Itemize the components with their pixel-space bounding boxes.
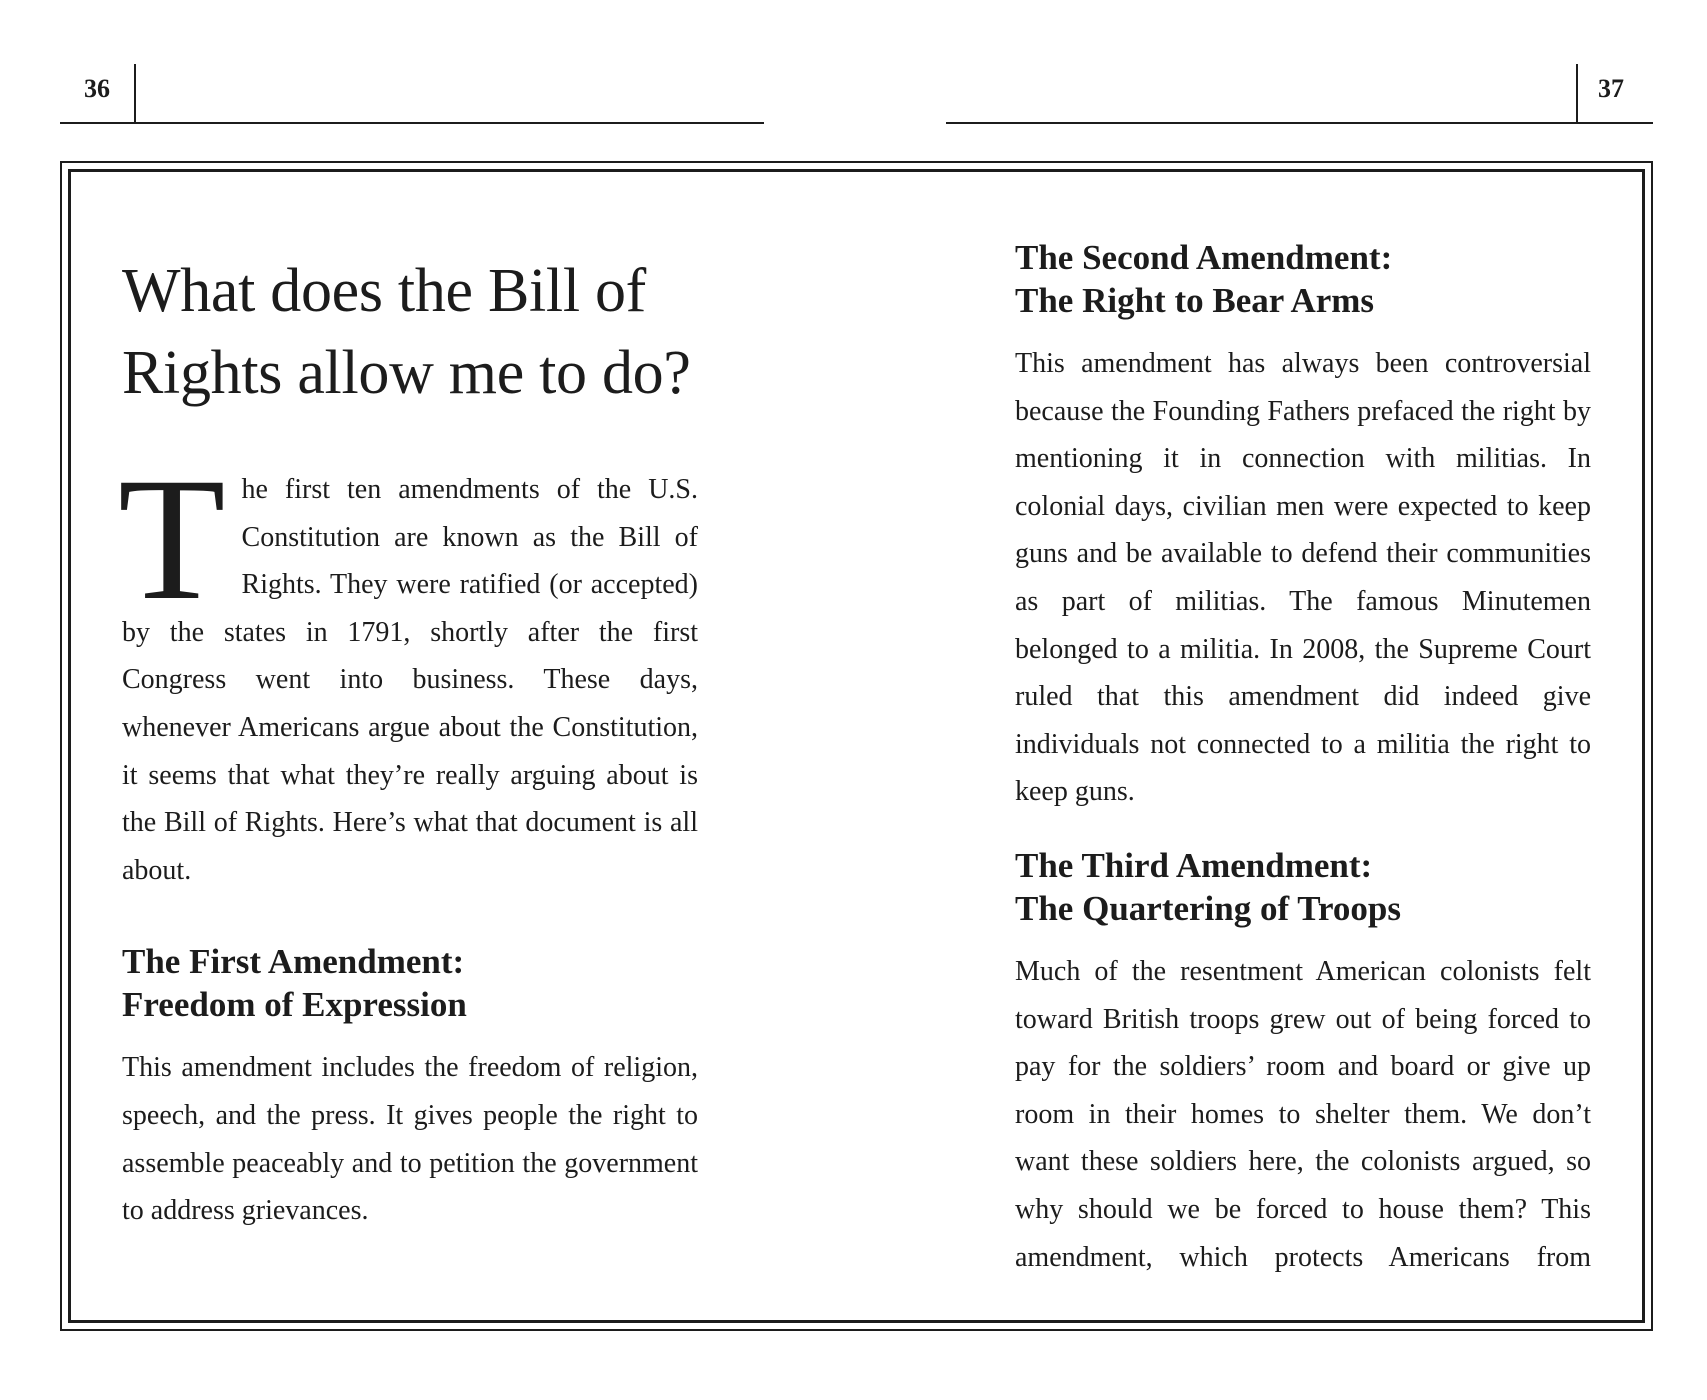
- drop-cap: T: [118, 442, 226, 637]
- left-page-column: [118, 250, 698, 1235]
- first-amendment-body: This amendment includes the freedom of religion, speech, and the press. It gives people the right to assemble peaceably and to petition the government to address grievances.: [122, 1052, 698, 1227]
- page-number-right: 37: [1598, 74, 1624, 103]
- third-amendment-body: Much of the resentment American colonists felt toward British troops grew out of being forced to pay for the soldiers’ room and board or give up room in their homes to shelter them. We don’t want these soldiers here, the colonists argued, so why should we be forced to house them? This amendment, which protects Americans from: [1015, 955, 1591, 1273]
- first-amendment-heading: [122, 940, 698, 1026]
- second-amendment-heading-line2: The Right to Bear Arms: [1015, 281, 1375, 320]
- second-amendment-heading: [1015, 236, 1591, 322]
- header-rule-left: [60, 122, 764, 124]
- first-amendment-heading-line1: The First Amendment:: [122, 942, 465, 982]
- third-amendment-heading-line2: The Quartering of Troops: [1015, 888, 1401, 928]
- second-amendment-body: This amendment has always been controversial because the Founding Fathers prefaced the right by mentioning it in connection with militias. In colonial days, civilian men were expected to keep guns and be available to defend their communities as part of militias. The famous Minutemen belonged to a militia. In 2008, the Supreme Court ruled that this amendment did indeed give individuals not connected to a militia the right to keep guns.: [1015, 348, 1591, 808]
- intro-paragraph: [118, 442, 698, 894]
- page-number-left: 36: [84, 74, 110, 103]
- header-divider-left: [134, 64, 136, 123]
- third-amendment-heading-line1: The Third Amendment:: [1015, 845, 1373, 885]
- intro-text: he first ten amendments of the U.S. Constitution are known as the Bill of Rights. They were ratified (or accepted) by the states in 1791, shortly after the first Congress went into business. These days, whenever Americans argue about the Constitution, it seems that what they’re really arguing about is the Bill of Rights. Here’s what that document is all about.: [122, 474, 698, 886]
- header-divider-right: [1576, 64, 1578, 123]
- first-amendment-heading-line2: Freedom of Expression: [122, 985, 467, 1025]
- right-page-column: [1015, 236, 1591, 1281]
- third-amendment-heading: [1015, 844, 1591, 930]
- chapter-title: What does the Bill of Rights allow me to do?: [122, 257, 691, 407]
- second-amendment-heading-line1: The Second Amendment:: [1015, 238, 1393, 277]
- header-rule-right: [946, 122, 1653, 124]
